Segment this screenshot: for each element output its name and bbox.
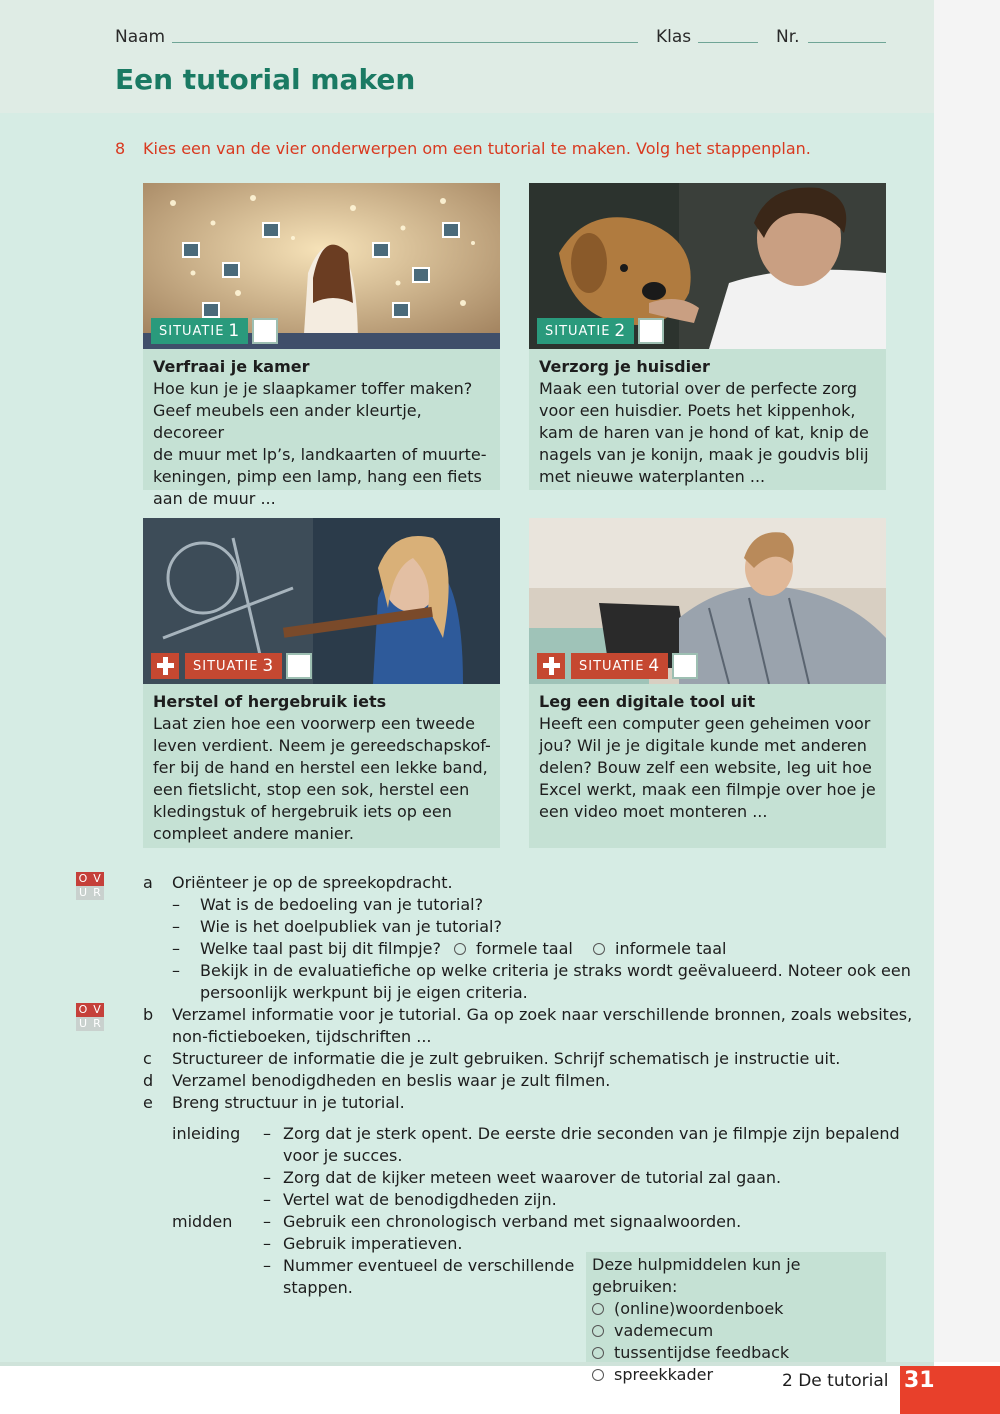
intro-item: Zorg dat de kijker meteen weet waarover de tutorial zal gaan. — [283, 1168, 782, 1187]
situation-card-4 — [529, 518, 886, 848]
step-a-sub: Bekijk in de evaluatiefiche op welke criteria je straks wordt geëvalueerd. Noteer ook een — [200, 961, 911, 980]
number-field[interactable] — [808, 42, 886, 43]
plus-icon — [151, 653, 179, 679]
ovur-badge: O V U R — [76, 1003, 104, 1031]
middle-label: midden — [172, 1212, 233, 1231]
step-letter: e — [143, 1093, 153, 1112]
aids-option[interactable]: vademecum — [592, 1320, 880, 1342]
card-text-1: Verfraai je kamer Hoe kun je je slaapkamer toffer maken? Geef meubels een ander kleurtje, decoreer de muur met lp’s, landkaarten of muurte- keningen, pimp een lamp, hang een fiets aan de muur ... — [153, 357, 487, 508]
card-text-4: Leg een digitale tool uit Heeft een computer geen geheimen voor jou? Wil je je digitale kunde met anderen delen? Bouw zelf een website, leg uit hoe Excel werkt, maak een filmpje over hoe je een video moet monteren ... — [539, 692, 876, 821]
radio-icon[interactable] — [592, 1369, 604, 1381]
middle-item: Gebruik een chronologisch verband met signaalwoorden. — [283, 1212, 742, 1231]
aids-title: Deze hulpmiddelen kun je gebruiken: — [592, 1255, 801, 1296]
situation-checkbox-1[interactable] — [252, 318, 278, 344]
step-a-sub: Wat is de bedoeling van je tutorial? — [200, 895, 484, 914]
intro-item: Zorg dat je sterk opent. De eerste drie seconden van je filmpje zijn bepalend — [283, 1124, 900, 1143]
middle-item: Gebruik imperatieven. — [283, 1234, 463, 1253]
radio-icon[interactable] — [593, 943, 605, 955]
dash: – — [263, 1234, 271, 1253]
class-field[interactable] — [698, 42, 758, 43]
ovur-badge: O V U R — [76, 872, 104, 900]
step-letter: c — [143, 1049, 152, 1068]
step-letter: a — [143, 873, 153, 892]
page-number: 31 — [900, 1366, 1000, 1414]
aids-option[interactable]: (online)woordenboek — [592, 1298, 880, 1320]
option-formal[interactable]: formele taal — [454, 938, 573, 960]
intro-label: inleiding — [172, 1124, 241, 1143]
task-text: Kies een van de vier onderwerpen om een tutorial te maken. Volg het stappenplan. — [143, 139, 811, 158]
aids-option[interactable]: spreekkader — [592, 1364, 880, 1386]
step-a: Oriënteer je op de spreekopdracht. — [172, 873, 453, 892]
header-band — [0, 0, 934, 113]
dash: – — [172, 939, 180, 958]
step-a-sub: Welke taal past bij dit filmpje? — [200, 939, 442, 958]
situation-tag-3: SITUATIE 3 — [151, 653, 312, 679]
card-text-3: Herstel of hergebruik iets Laat zien hoe een voorwerp een tweede leven verdient. Neem je gereedschapskof- fer bij de hand en herstel een lekke band, een fietslicht, stop een sok, herstel een kledingstuk of hergebruik iets op een compleet andere manier. — [153, 692, 491, 843]
radio-icon[interactable] — [592, 1303, 604, 1315]
dash: – — [263, 1190, 271, 1209]
situation-checkbox-4[interactable] — [672, 653, 698, 679]
radio-icon[interactable] — [454, 943, 466, 955]
chapter-label: 2 De tutorial — [782, 1371, 889, 1391]
task-number: 8 — [115, 139, 126, 158]
situation-tag-2: SITUATIE 2 — [537, 318, 664, 344]
name-label: Naam — [115, 27, 166, 47]
aids-option[interactable]: tussentijdse feedback — [592, 1342, 880, 1364]
dash: – — [263, 1124, 271, 1143]
middle-item: stappen. — [283, 1278, 353, 1297]
step-a-sub: Wie is het doelpubliek van je tutorial? — [200, 917, 502, 936]
dash: – — [263, 1168, 271, 1187]
situation-card-3 — [143, 518, 500, 848]
radio-icon[interactable] — [592, 1347, 604, 1359]
card-text-2: Verzorg je huisdier Maak een tutorial over de perfecte zorg voor een huisdier. Poets het kippenhok, kam de haren van je hond of kat, knip de nagels van je konijn, maak je goudvis blij met nieuwe waterplanten ... — [539, 357, 869, 486]
situation-card-1 — [143, 183, 500, 508]
step-a-sub: persoonlijk werkpunt bij je eigen criteria. — [200, 983, 528, 1002]
situation-checkbox-2[interactable] — [638, 318, 664, 344]
task-instruction — [115, 139, 811, 158]
step-letter: b — [143, 1005, 154, 1024]
middle-item: Nummer eventueel de verschillende — [283, 1256, 575, 1275]
dash: – — [263, 1256, 271, 1275]
number-label: Nr. — [776, 27, 800, 47]
dash: – — [172, 917, 180, 936]
step-e: Breng structuur in je tutorial. — [172, 1093, 405, 1112]
dash: – — [172, 961, 180, 980]
situation-checkbox-3[interactable] — [286, 653, 312, 679]
step-letter: d — [143, 1071, 154, 1090]
intro-item: voor je succes. — [283, 1146, 403, 1165]
intro-item: Vertel wat de benodigdheden zijn. — [283, 1190, 557, 1209]
step-b: Verzamel informatie voor je tutorial. Ga op zoek naar verschillende bronnen, zoals websites, — [172, 1005, 913, 1024]
option-informal[interactable]: informele taal — [593, 938, 726, 960]
class-label: Klas — [656, 27, 692, 47]
radio-icon[interactable] — [592, 1325, 604, 1337]
page-margin — [934, 0, 1000, 1362]
situation-tag-4: SITUATIE 4 — [537, 653, 698, 679]
dash: – — [263, 1212, 271, 1231]
name-field[interactable] — [172, 42, 638, 43]
step-b: non-fictieboeken, tijdschriften ... — [172, 1027, 432, 1046]
step-c: Structureer de informatie die je zult gebruiken. Schrijf schematisch je instructie uit. — [172, 1049, 841, 1068]
page-title: Een tutorial maken — [115, 63, 416, 96]
situation-card-2 — [529, 183, 886, 490]
dash: – — [172, 895, 180, 914]
plus-icon — [537, 653, 565, 679]
step-d: Verzamel benodigdheden en beslis waar je zult filmen. — [172, 1071, 611, 1090]
situation-tag-1: SITUATIE 1 — [151, 318, 278, 344]
